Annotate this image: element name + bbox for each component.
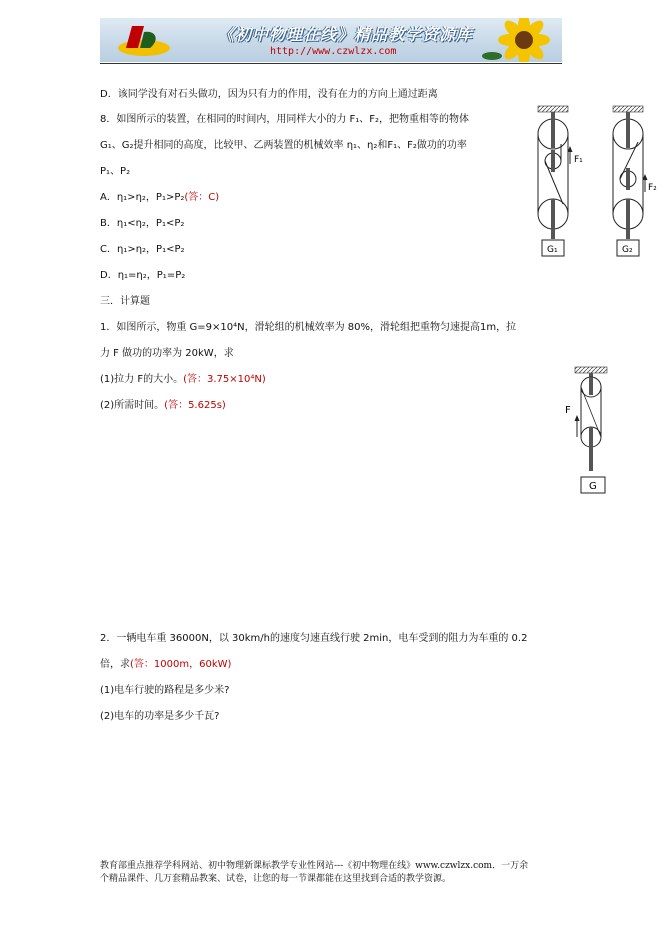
q8-answer: (答：C) bbox=[184, 192, 220, 203]
c2-sub1: (1)电车行驶的路程是多少米? bbox=[100, 685, 230, 696]
q8-stem-line1: 8．如图所示的装置，在相同的时间内，用同样大小的力 F₁、F₂，把物重相等的物体 bbox=[100, 114, 470, 125]
q8-stem-line3: P₁、P₂ bbox=[100, 166, 131, 177]
c1-stem-line2: 力 F 做功的功率为 20kW，求 bbox=[100, 348, 234, 359]
q8-stem-line2: G₁、G₂提升相同的高度，比较甲、乙两装置的机械效率 η₁、η₂和F₁、F₂做功的功率 bbox=[100, 140, 467, 151]
footer-line2: 个精品课件、几万套精品教案、试卷，让您的每一节课都能在这里找到合适的教学资源。 bbox=[100, 874, 452, 884]
ceiling-calc bbox=[575, 367, 607, 373]
c1-sub2 bbox=[100, 399, 226, 412]
pulley-figure-calc1 bbox=[563, 365, 623, 495]
c2-stem-line1: 2．一辆电车重 36000N，以 30km/h的速度匀速直线行驶 2min，电车受到的阻力为车重的 0.2 bbox=[100, 633, 528, 644]
footer-line1: 教育部重点推荐学科网站、初中物理新课标教学专业性网站---《初中物理在线》www.czwlzx.com．一万余 bbox=[100, 861, 529, 871]
q8-option-b: B．η₁<η₂，P₁<P₂ bbox=[100, 218, 185, 229]
q8-option-a bbox=[100, 191, 219, 204]
force-label-f1: F₁ bbox=[574, 155, 583, 165]
site-logo bbox=[110, 18, 190, 62]
q8-option-a-text: A．η₁>η₂，P₁>P₂ bbox=[100, 192, 185, 203]
sunflower-decoration bbox=[472, 18, 562, 62]
ceiling-left bbox=[538, 106, 568, 112]
pulley-figure-q8 bbox=[530, 104, 660, 264]
c1-sub2-text: (2)所需时间。 bbox=[100, 400, 165, 411]
c2-stem-line2 bbox=[100, 658, 231, 671]
ceiling-right bbox=[613, 106, 643, 112]
c2-answer: (答：1000m，60kW) bbox=[130, 659, 232, 670]
header-banner bbox=[100, 18, 562, 62]
force-label-f: F bbox=[565, 405, 571, 416]
q7-option-d: D．该同学没有对石头做功，因为只有力的作用，没有在力的方向上通过距离 bbox=[100, 89, 438, 100]
weight-label-g: G bbox=[589, 481, 597, 492]
c1-sub1 bbox=[100, 373, 266, 386]
c2-stem-line2-text: 倍，求 bbox=[100, 659, 130, 670]
site-url: http://www.czwlzx.com bbox=[270, 46, 397, 57]
q8-option-c: C．η₁>η₂，P₁<P₂ bbox=[100, 244, 185, 255]
c2-sub2: (2)电车的功率是多少千瓦? bbox=[100, 711, 220, 722]
site-title: 《初中物理在线》精品教学资源库 bbox=[218, 25, 474, 44]
weight-label-g1: G₁ bbox=[547, 245, 558, 255]
c1-sub2-answer: (答：5.625s) bbox=[164, 400, 226, 411]
c1-sub1-text: (1)拉力 F的大小。 bbox=[100, 374, 184, 385]
c1-sub1-answer: (答：3.75×10⁴N) bbox=[183, 374, 266, 385]
force-label-f2: F₂ bbox=[648, 183, 657, 193]
c1-stem-line1: 1．如图所示，物重 G=9×10⁴N，滑轮组的机械效率为 80%，滑轮组把重物匀速提高1m，拉 bbox=[100, 322, 517, 333]
section-title-calculation: 三．计算题 bbox=[100, 296, 150, 307]
q8-option-d: D．η₁=η₂，P₁=P₂ bbox=[100, 270, 186, 281]
page-footer bbox=[100, 860, 528, 886]
header-divider bbox=[100, 63, 562, 64]
weight-label-g2: G₂ bbox=[622, 245, 633, 255]
